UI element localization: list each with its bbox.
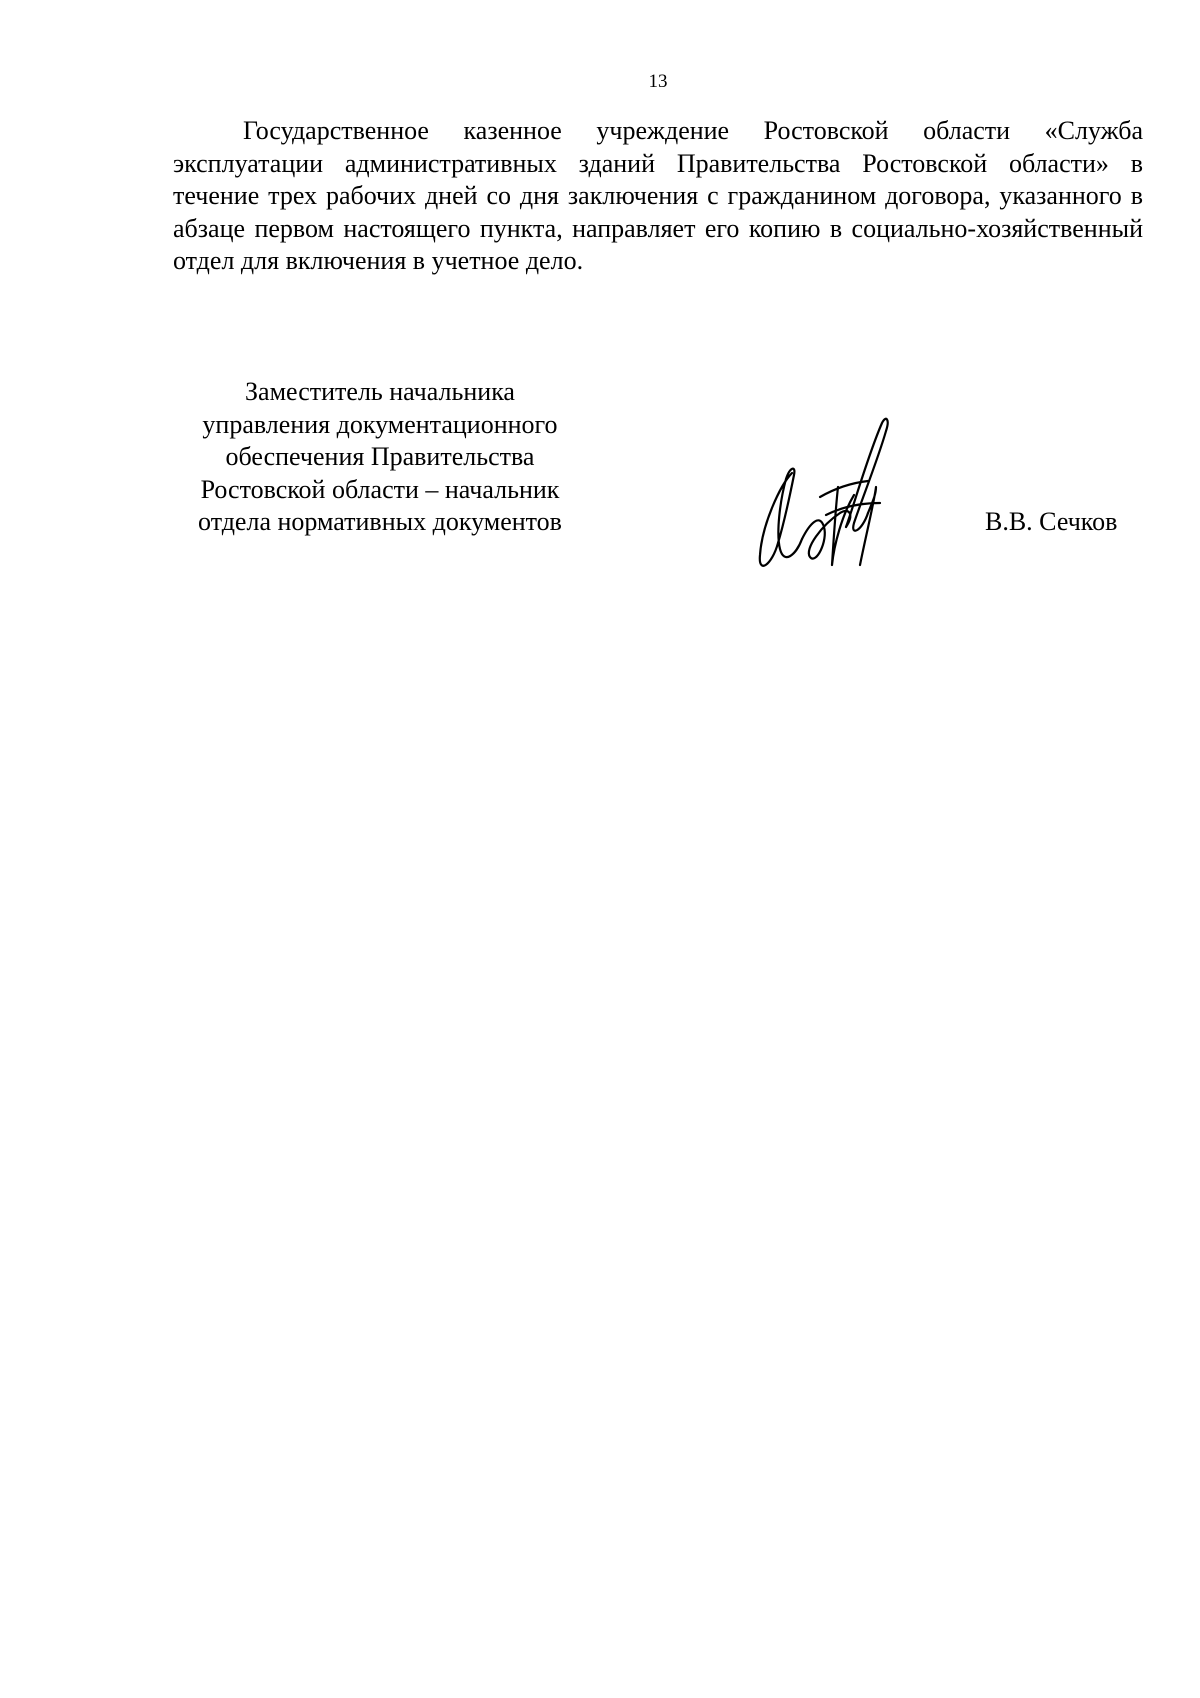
signatory-title-line: Ростовской области – начальник [200,474,560,504]
signatory-title-line: управления документационного [202,409,558,439]
document-body [173,115,1143,278]
signatory-title-line: Заместитель начальника [245,377,515,406]
page-number: 13 [648,71,668,92]
signatory-title-line: отдела нормативных документов [198,507,562,536]
handwritten-signature [750,415,920,580]
paragraph: Государственное казенное учреждение Ростовской области «Служба эксплуатации административных зданий Правительства Ростовской области» в течение трех рабочих дней со дня заключения с гражданином договора, указанного в абзаце первом настоящего пункта, направляет его копию в социально-хозяйственный отдел для включения в учетное дело. [173,116,1143,275]
signatory-title-line: обеспечения Правительства [225,442,535,471]
signatory-title [160,376,600,539]
signatory-name: В.В. Сечков [985,507,1118,536]
